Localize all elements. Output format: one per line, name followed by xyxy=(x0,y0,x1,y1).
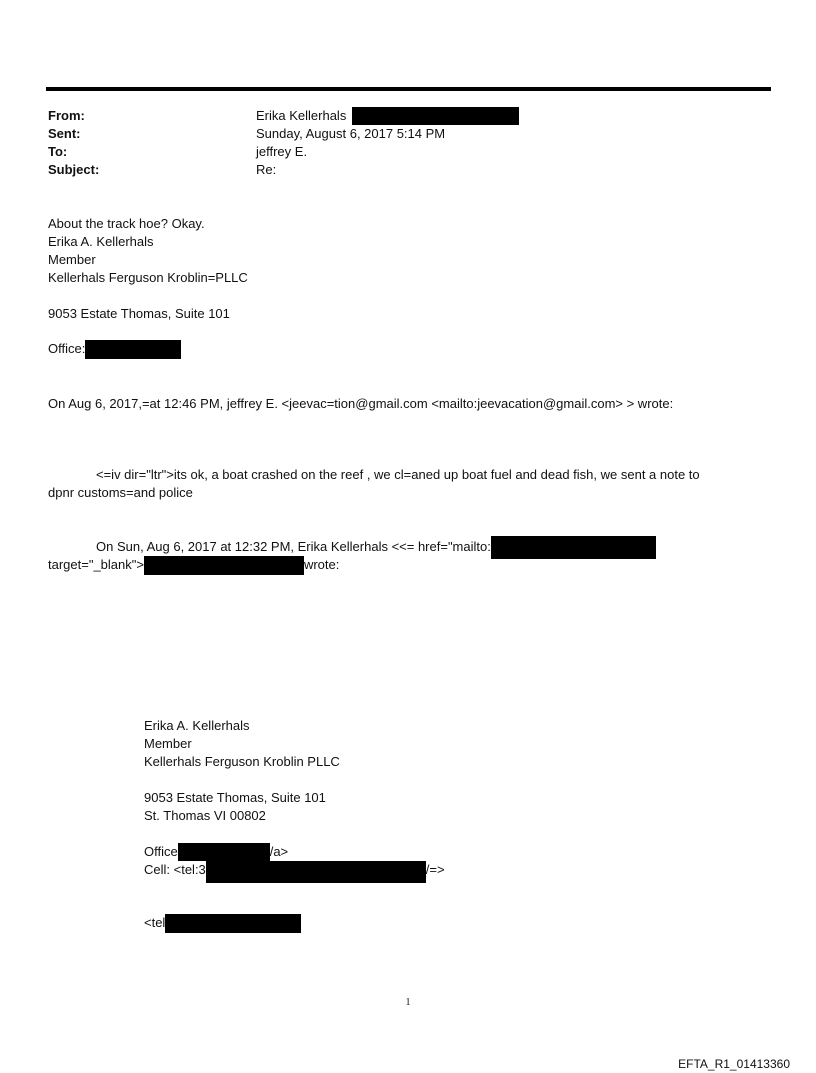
inner-signature-address-1: 9053 Estate Thomas, Suite 101 xyxy=(144,790,326,805)
inner-signature-office xyxy=(144,843,288,861)
redaction-block xyxy=(491,536,656,559)
from-name: Erika Kellerhals xyxy=(256,108,347,123)
inner-signature-tel xyxy=(144,914,301,933)
sent-label: Sent: xyxy=(48,126,81,141)
signature-firm: Kellerhals Ferguson Kroblin=PLLC xyxy=(48,270,248,285)
inner-signature-title: Member xyxy=(144,736,192,751)
bates-number: EFTA_R1_01413360 xyxy=(678,1057,790,1071)
subject-label: Subject: xyxy=(48,162,100,177)
redaction-block xyxy=(85,340,181,359)
inner-signature-name: Erika A. Kellerhals xyxy=(144,718,250,733)
reply-line-1: <=iv dir="ltr">its ok, a boat crashed on the reef , we cl=aned up boat fuel and dead fish, we sent a note to xyxy=(96,467,700,482)
body-line-1: About the track hoe? Okay. xyxy=(48,216,205,231)
header-rule xyxy=(46,87,771,91)
signature-address: 9053 Estate Thomas, Suite 101 xyxy=(48,306,230,321)
tel-label: <tel xyxy=(144,915,166,930)
quote-header-1: On Aug 6, 2017,=at 12:46 PM, jeffrey E. <jeevac=tion@gmail.com <mailto:jeevacation@gmail.com> > wrote: xyxy=(48,396,674,411)
to-label: To: xyxy=(48,144,68,159)
redaction-block xyxy=(144,556,304,575)
from-label: From: xyxy=(48,108,85,123)
office-label: Office: xyxy=(48,341,86,356)
redaction-block xyxy=(178,843,270,861)
quote-header-2-text: On Sun, Aug 6, 2017 at 12:32 PM, Erika Kellerhals <<= href="mailto: xyxy=(96,539,491,554)
redaction-block xyxy=(165,914,301,933)
inner-office-label: Office xyxy=(144,844,178,859)
target-attr-text: target="_blank"> xyxy=(48,557,144,572)
subject-value: Re: xyxy=(256,162,277,177)
to-value: jeffrey E. xyxy=(256,144,308,159)
inner-signature-cell xyxy=(144,861,445,883)
from-value xyxy=(256,107,519,125)
quote-header-2-line-2 xyxy=(48,556,339,575)
signature-office xyxy=(48,340,181,359)
inner-office-tail: /a> xyxy=(269,844,289,859)
redaction-block xyxy=(352,107,519,125)
inner-signature-firm: Kellerhals Ferguson Kroblin PLLC xyxy=(144,754,340,769)
wrote-text: wrote: xyxy=(303,557,340,572)
redaction-block xyxy=(206,861,426,883)
signature-name: Erika A. Kellerhals xyxy=(48,234,154,249)
inner-signature-address-2: St. Thomas VI 00802 xyxy=(144,808,266,823)
signature-title: Member xyxy=(48,252,96,267)
cell-tail: /=> xyxy=(425,862,445,877)
sent-value: Sunday, August 6, 2017 5:14 PM xyxy=(256,126,446,141)
reply-line-2: dpnr customs=and police xyxy=(48,485,193,500)
cell-label: Cell: <tel:3 xyxy=(144,862,206,877)
page-number: 1 xyxy=(405,997,411,1008)
